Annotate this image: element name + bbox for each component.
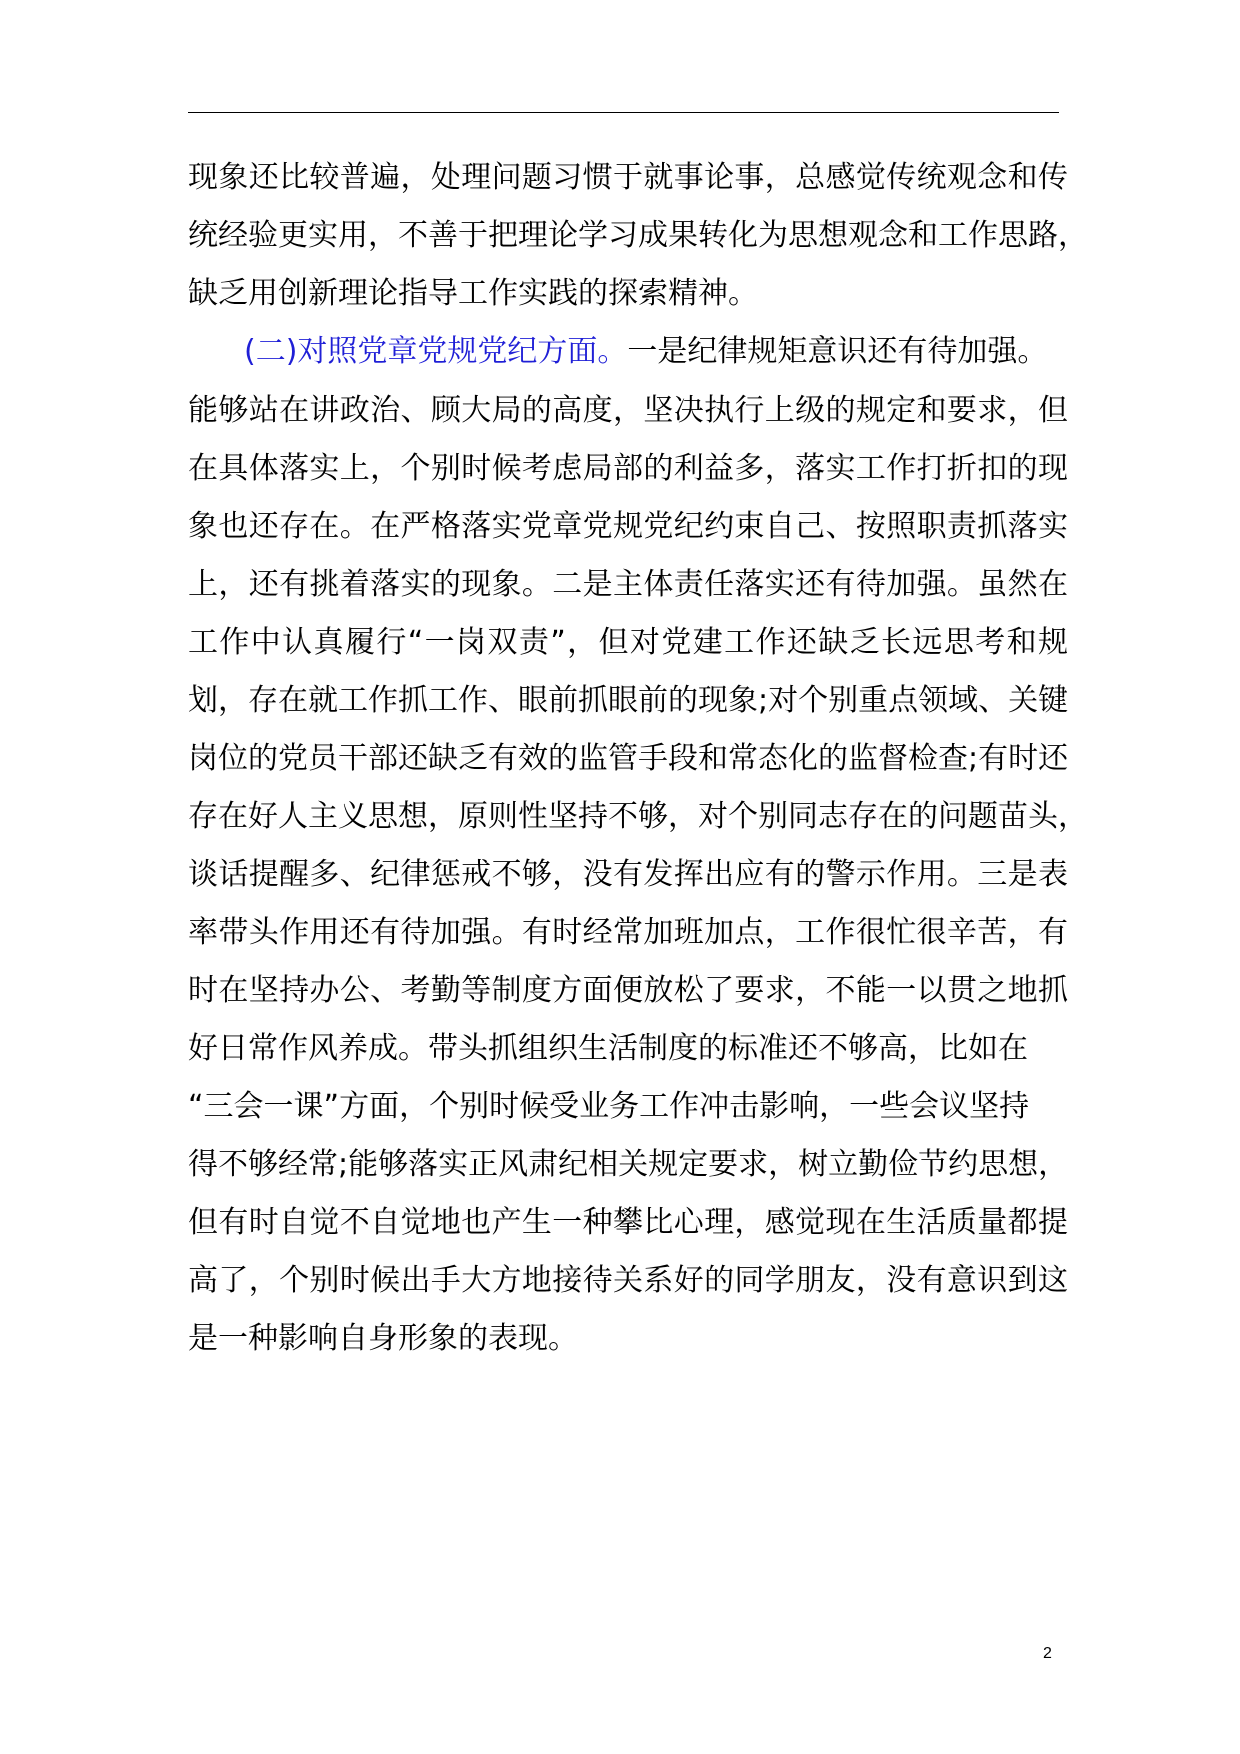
body-line-6: 象也还存在。在严格落实党章党规党纪约束自己、按照职责抓落实: [188, 509, 1068, 544]
body-line-8: 工作中认真履行“一岗双责”，但对党建工作还缺乏长远思考和规: [188, 625, 1068, 660]
page-number: 2: [1043, 1645, 1052, 1662]
header-rule: [188, 112, 1059, 113]
body-line-18: 但有时自觉不自觉地也产生一种攀比心理，感觉现在生活质量都提: [188, 1205, 1068, 1240]
body-line-3: 缺乏用创新理论指导工作实践的探索精神。: [188, 276, 758, 311]
body-line-1: 现象还比较普遍，处理问题习惯于就事论事，总感觉传统观念和传: [188, 160, 1068, 195]
section-first-sentence: 一是纪律规矩意识还有待加强。: [627, 334, 1048, 369]
section-heading: (二)对照党章党规党纪方面。: [244, 334, 628, 369]
body-line-14: 时在坚持办公、考勤等制度方面便放松了要求，不能一以贯之地抓: [188, 973, 1068, 1008]
body-line-5: 在具体落实上，个别时候考虑局部的利益多，落实工作打折扣的现: [188, 451, 1068, 486]
body-line-16: “三会一课”方面，个别时候受业务工作冲击影响，一些会议坚持: [188, 1089, 1030, 1124]
body-line-20: 是一种影响自身形象的表现。: [188, 1321, 578, 1356]
body-line-12: 谈话提醒多、纪律惩戒不够，没有发挥出应有的警示作用。三是表: [188, 857, 1068, 892]
body-line-11: 存在好人主义思想，原则性坚持不够，对个别同志存在的问题苗头，: [188, 799, 1088, 834]
body-line-4: 能够站在讲政治、顾大局的高度，坚决执行上级的规定和要求，但: [188, 393, 1068, 428]
body-line-10: 岗位的党员干部还缺乏有效的监管手段和常态化的监督检查;有时还: [188, 741, 1069, 776]
body-line-15: 好日常作风养成。带头抓组织生活制度的标准还不够高，比如在: [188, 1031, 1028, 1066]
body-line-9: 划，存在就工作抓工作、眼前抓眼前的现象;对个别重点领域、关键: [188, 683, 1069, 718]
body-line-19: 高了，个别时候出手大方地接待关系好的同学朋友，没有意识到这: [188, 1263, 1068, 1298]
body-line-17: 得不够经常;能够落实正风肃纪相关规定要求，树立勤俭节约思想，: [188, 1147, 1069, 1182]
body-line-13: 率带头作用还有待加强。有时经常加班加点，工作很忙很辛苦，有: [188, 915, 1068, 950]
section-heading-line: [244, 332, 1068, 372]
body-line-2: 统经验更实用，不善于把理论学习成果转化为思想观念和工作思路，: [188, 218, 1088, 253]
body-line-7: 上，还有挑着落实的现象。二是主体责任落实还有待加强。虽然在: [188, 567, 1068, 602]
